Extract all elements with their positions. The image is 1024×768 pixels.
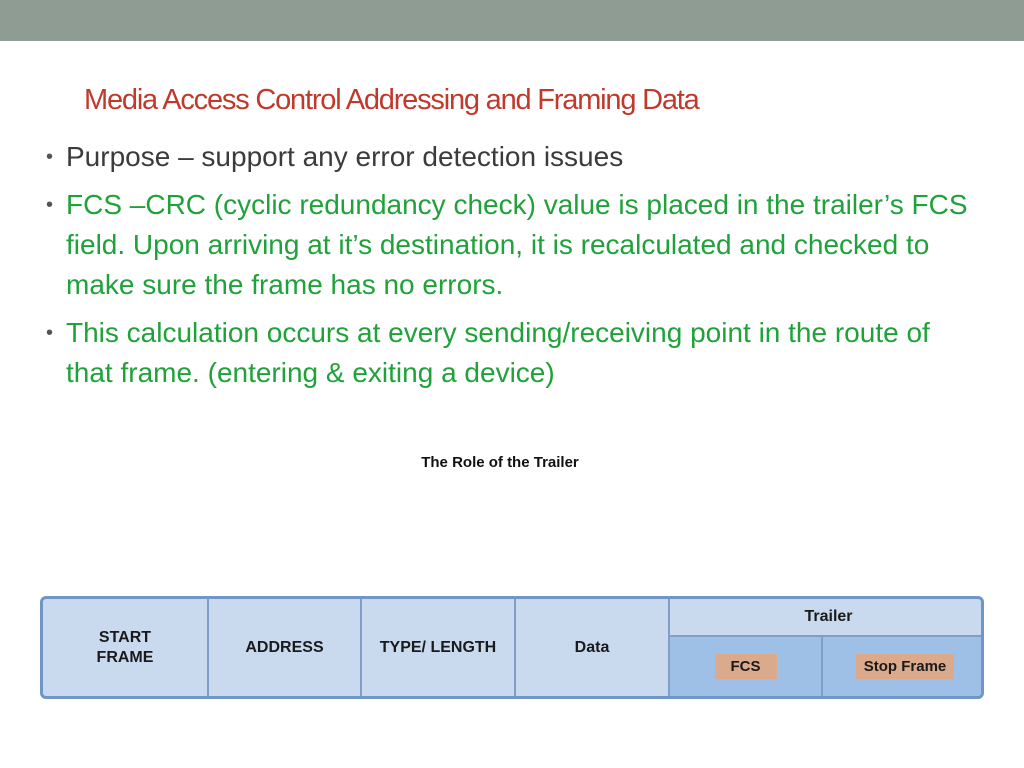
bullet-item	[44, 137, 974, 177]
field-label: ADDRESS	[245, 638, 324, 656]
field-address	[209, 599, 362, 696]
bullet-marker: •	[46, 146, 54, 168]
bullet-text: Purpose – support any error detection issues	[66, 141, 624, 172]
field-label: START FRAME	[96, 628, 154, 666]
field-data	[516, 599, 670, 696]
bullet-list	[44, 137, 974, 401]
trailer-label: Trailer	[670, 599, 984, 637]
fcs-tag: FCS	[715, 654, 777, 679]
field-label: TYPE/ LENGTH	[379, 638, 497, 656]
slide-title: Media Access Control Addressing and Framing Data	[84, 84, 699, 116]
bullet-marker: •	[46, 322, 54, 344]
field-label: Data	[574, 638, 610, 656]
figure-title: The Role of the Trailer	[421, 454, 579, 471]
bullet-item	[44, 313, 974, 393]
trailer-fcs-cell	[670, 637, 823, 696]
bullet-text: This calculation occurs at every sending/receiving point in the route of that frame. (entering & exiting a device)	[66, 317, 930, 388]
field-start-frame	[43, 599, 209, 696]
bullet-item	[44, 185, 974, 305]
field-type-length	[362, 599, 516, 696]
stop-frame-tag: Stop Frame	[856, 654, 955, 679]
trailer-section	[670, 599, 984, 696]
trailer-stop-cell	[823, 637, 984, 696]
frame-diagram	[40, 596, 984, 699]
top-banner	[0, 0, 1024, 41]
bullet-marker: •	[46, 194, 54, 216]
bullet-text: FCS –CRC (cyclic redundancy check) value is placed in the trailer’s FCS field. Upon arriving at it’s destination, it is recalculated and checked to make sure the frame has no errors.	[66, 189, 968, 300]
